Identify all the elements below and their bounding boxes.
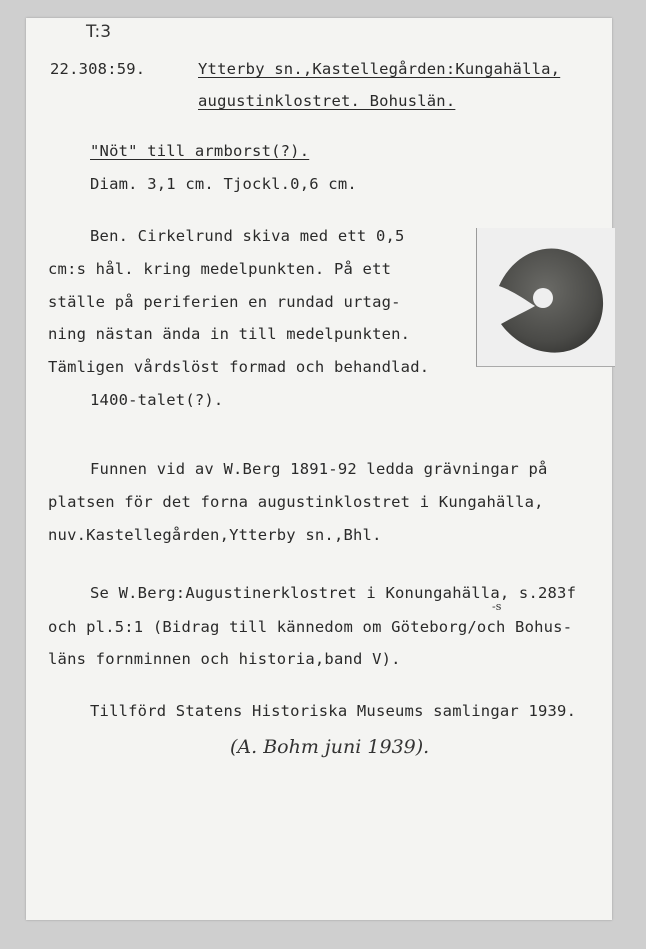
description-line: cm:s hål. kring medelpunkten. På ett — [48, 260, 392, 278]
bone-disc-image — [477, 228, 615, 366]
location-line-1: Ytterby sn.,Kastellegården:Kungahälla, — [198, 60, 561, 78]
reference-line: och pl.5:1 (Bidrag till kännedom om Göteborg/och Bohus- — [48, 618, 573, 636]
catalog-card — [26, 18, 612, 920]
description-line: Ben. Cirkelrund skiva med ett 0,5 — [90, 227, 405, 245]
handwritten-signature: (A. Bohm juni 1939). — [230, 736, 430, 758]
find-info-line: nuv.Kastellegården,Ytterby sn.,Bhl. — [48, 526, 382, 544]
description-line: Tämligen vårdslöst formad och behandlad. — [48, 358, 430, 376]
acquisition-note: Tillförd Statens Historiska Museums samlingar 1939. — [90, 702, 577, 720]
reference-line: läns fornminnen och historia,band V). — [48, 650, 401, 668]
find-info-line: platsen för det forna augustinklostret i Kungahälla, — [48, 493, 544, 511]
object-photo — [476, 228, 615, 367]
location-line-2: augustinklostret. Bohuslän. — [198, 92, 456, 110]
catalog-number: 22.308:59. — [50, 60, 146, 78]
description-line: ning nästan ända in till medelpunkten. — [48, 325, 411, 343]
corner-mark: T:3 — [86, 22, 112, 42]
reference-insert: -s — [492, 600, 502, 613]
dating: 1400-talet(?). — [90, 391, 224, 409]
object-name: "Nöt" till armborst(?). — [90, 142, 310, 160]
find-info-line: Funnen vid av W.Berg 1891-92 ledda grävningar på — [90, 460, 548, 478]
description-line: ställe på periferien en rundad urtag- — [48, 293, 401, 311]
disc-hole — [533, 288, 553, 308]
reference-line: Se W.Berg:Augustinerklostret i Konungahälla, s.283f — [90, 584, 577, 602]
dimensions: Diam. 3,1 cm. Tjockl.0,6 cm. — [90, 175, 357, 193]
